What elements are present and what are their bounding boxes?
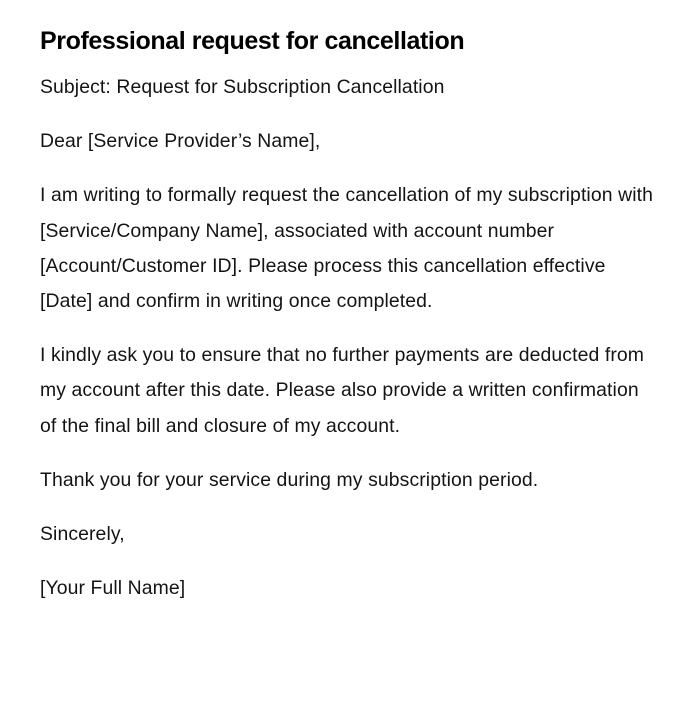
body-paragraph-thanks: Thank you for your service during my subscription period. — [40, 468, 539, 491]
document-title: Professional request for cancellation — [40, 27, 465, 55]
subject-line: Subject: Request for Subscription Cancellation — [40, 76, 445, 98]
body-paragraph-payments: I kindly ask you to ensure that no further payments are deducted from my account after this date. Please also provide a written confirmation of the final bill and closure of my account. — [40, 344, 645, 437]
signature-name: [Your Full Name] — [40, 577, 186, 600]
salutation: Dear [Service Provider’s Name], — [40, 130, 321, 153]
closing: Sincerely, — [40, 523, 125, 546]
body-paragraph-request: I am writing to formally request the cancellation of my subscription with [Service/Company Name], associated with account number [Account/Customer ID]. Please process this cancellation effective [Date] and confirm in writing once completed. — [40, 184, 653, 313]
